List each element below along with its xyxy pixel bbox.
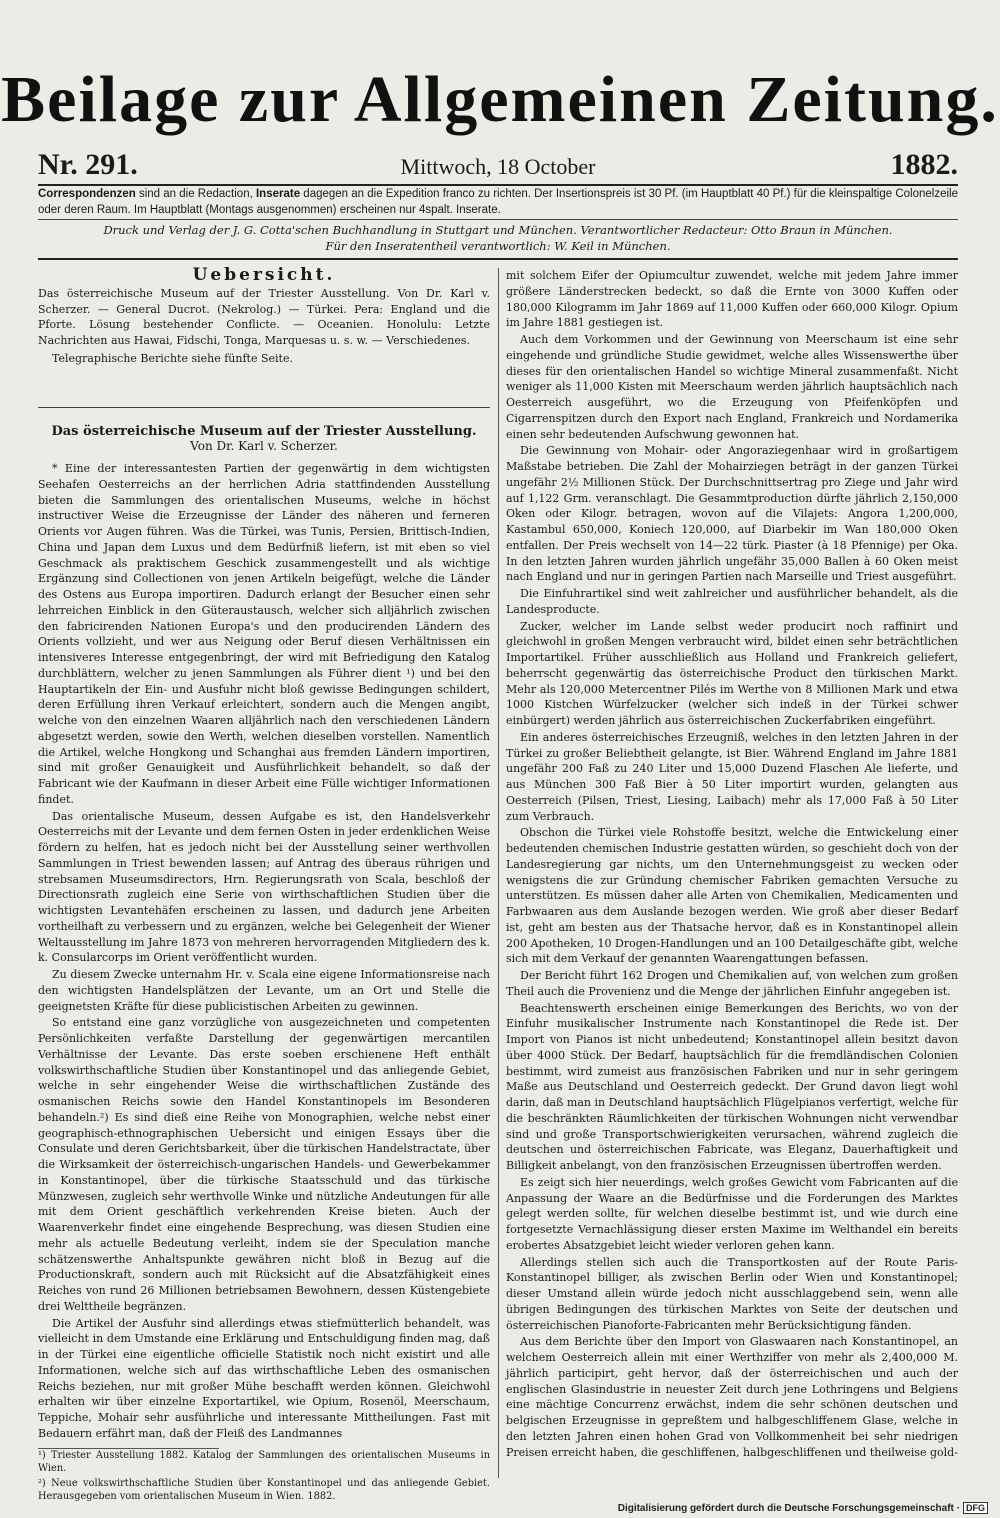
- article-paragraph: mit solchem Eifer der Opiumcultur zuwendet, welche mit jedem Jahre immer größere Länderstrecken bedeckt, so daß die Ernte von 3000 Kuffen oder 180,000 Kilogramm im Jahr 1869 auf 11,000 Kuffen oder 660,000 Kilogr. Opium im Jahre 1881 gestiegen ist.: [506, 269, 958, 330]
- article-paragraph: Zu diesem Zwecke unternahm Hr. v. Scala eine eigene Informationsreise nach den wichtigsten Handelsplätzen der Levante, um an Ort und Stelle die geeignetsten Kräfte für diese publicistischen Arbeiten zu gewinnen.: [38, 968, 490, 1013]
- issue-year: 1882.: [890, 148, 958, 181]
- article-paragraph: Aus dem Berichte über den Import von Glaswaaren nach Konstantinopel, an welchem Oesterreich allein mit einer Werthziffer von mehr als 2,400,000 M. jährlich participirt, geht hervor, daß der österreichischen und auch der englischen Glasindustrie in neuester Zeit durch jene Lothringens und Belgiens eine mächtige Concurrenz erwächst, indem die sehr schönen deutschen und belgischen Erzeugnisse in gepreßtem und halbgeschliffenem Glase, welche in den letzten Jahren einen hohen Grad von Vollkommenheit bei sehr niedrigen Preisen erreicht haben, die geschliffenen, halbgeschliffenen und theilweise gold-: [506, 1335, 958, 1459]
- overview-section: [38, 265, 490, 367]
- footer-text: Digitalisierung gefördert durch die Deutsche Forschungsgemeinschaft ·: [617, 1503, 960, 1514]
- article-paragraph: Allerdings stellen sich auch die Transportkosten auf der Route Paris-Konstantinopel billiger, als zwischen Berlin oder Wien und Konstantinopel; dieser Umstand allein würde jedoch nicht ausschlaggebend sein, wenn alle übrigen Bedingungen des türkischen Marktes von Seite der deutschen und österreichischen Pianoforte-Fabricanten mehr Berücksichtigung fänden.: [506, 1255, 958, 1332]
- imprint-line-2: Für den Inseratentheil verantwortlich: W. Keil in München.: [325, 239, 671, 253]
- overview-title: Uebersicht.: [192, 265, 336, 285]
- article-paragraph: Das orientalische Museum, dessen Aufgabe es ist, den Handelsverkehr Oesterreichs mit der Levante und dem fernen Osten in jeder erdenklichen Weise fördern zu helfen, hat es jedoch nicht bei der Ausstellung seiner werthvollen Sammlungen in Triest bewenden lassen; auf Antrag des überaus rührigen und strebsamen Museumsdirectors, Hrn. Regierungsrath von Scala, beschloß der Directionsrath zugleich eine Serie von wirthschaftlichen Studien über die wichtigsten Levantehäfen erscheinen zu lassen, und dadurch jene Arbeiten vortheilhaft zu verbessern und zu ergänzen, welche bei Gelegenheit der Wiener Weltausstellung im Jahre 1873 von mehreren hervorragenden Mitgliedern des k. k. Consularcorps im Orient veröffentlicht wurden.: [38, 809, 490, 965]
- digitization-footer: [618, 1502, 988, 1514]
- footnote: ¹) Triester Ausstellung 1882. Katalog der Sammlungen des orientalischen Museums in Wien.: [38, 1449, 490, 1474]
- issue-number: Nr. 291.: [38, 148, 138, 181]
- notice-text-2: dagegen an die Expedition franco zu richten. Der Insertionspreis ist 30 Pf. (im Hauptblatt 40 Pf.) für die kleinspaltige Colonelzeile oder deren Raum. Im Hauptblatt (Montags ausgenommen) erscheinen nur 4spalt. Inserate.: [38, 188, 958, 216]
- overview-text: Das österreichische Museum auf der Triester Ausstellung. Von Dr. Karl v. Scherzer. — General Ducrot. (Nekrolog.) — Türkei. Pera: England und die Pforte. Lösung bestehender Conflicte. — Oceanien. Honolulu: Letzte Nachrichten aus Hawai, Fidschi, Tonga, Marquesas u. s. w. — Verschiedenes.: [38, 286, 490, 347]
- dateline: [38, 148, 958, 184]
- article-paragraph: Die Gewinnung von Mohair- oder Angoraziegenhaar wird in großartigem Maßstabe betrieben. Die Zahl der Mohairziegen beträgt in der ganzen Türkei ungefähr 2½ Millionen Stück. Der Durchschnittsertrag pro Ziege und Jahr wird auf 1,122 Grm. veranschlagt. Die Gesammtproduction dürfte jährlich 2,150,000 Oken oder Kilogr. betragen, wovon auf die Vilajets: Angora 1,200,000, Kastambul 650,000, Koniech 120,000, auf Diarbekir im Wan 180,000 Oken entfallen. Der Preis wechselt von 14—22 türk. Piaster (à 18 Pfennige) per Oka. In den letzten Jahren wurden jährlich ungefähr 35,000 Ballen à 60 Oken meist nach England und nur in geringen Partien nach Marseille und Triest ausgeführt.: [506, 444, 958, 584]
- masthead: Beilage zur Allgemeinen Zeitung.: [1, 63, 999, 136]
- article-title: Das österreichische Museum auf der Triester Ausstellung.: [51, 423, 477, 439]
- section-separator: [38, 407, 490, 408]
- dfg-logo: DFG: [963, 1502, 988, 1514]
- right-column: [506, 268, 958, 1480]
- notice-rule: [38, 219, 958, 220]
- article-paragraph: Es zeigt sich hier neuerdings, welch großes Gewicht vom Fabricanten auf die Anpassung der Waare an die Bedürfnisse und die Forderungen des Marktes gelegt werden sollte, für welchen dieselbe bestimmt ist, und wie durch eine fortgesetzte Vernachlässigung dieser ersten Maxime im Welthandel ein bereits erobertes Absatzgebiet leicht wieder verloren gehen kann.: [506, 1175, 958, 1252]
- notice-text-1: sind an die Redaction,: [135, 188, 256, 200]
- article-author: Von Dr. Karl v. Scherzer.: [190, 439, 338, 454]
- imprint-rule: [38, 258, 958, 260]
- article-paragraph: Ein anderes österreichisches Erzeugniß, welches in den letzten Jahren in der Türkei zu großer Beliebtheit gelangte, ist Bier. Während England im Jahre 1881 ungefähr 200 Faß zu 240 Liter und 15,000 Duzend Flaschen Ale lieferte, und aus München 300 Faß Bier à 50 Liter importirt wurden, gelangten aus Oesterreich (Pilsen, Triest, Liesing, Laibach) mehr als 17,000 Faß à 50 Liter zum Verbrauch.: [506, 730, 958, 823]
- issue-date: Mittwoch, 18 October: [400, 154, 596, 179]
- overview-telegraph-note: Telegraphische Berichte siehe fünfte Seite.: [52, 351, 293, 365]
- article-paragraph: Zucker, welcher im Lande selbst weder producirt noch raffinirt und gleichwohl in großen Mengen verbraucht wird, bildet einen sehr beträchtlichen Importartikel. Früher ausschließlich aus Holland und Frankreich geliefert, beherrscht gegenwärtig das österreichische Product den türkischen Markt. Mehr als 120,000 Metercentner Pilés im Werthe von 8 Millionen Mark und etwa 1000 Kistchen Würfelzucker (welcher sich indeß in der Türkei schwer einbürgert) werden jährlich aus österreichischen Zuckerfabriken eingeführt.: [506, 619, 958, 727]
- article-paragraph: Auch dem Vorkommen und der Gewinnung von Meerschaum ist eine sehr eingehende und gründliche Studie gewidmet, welche alles Wissenswerthe über dieses für den orientalischen Handel so wichtige Mineral zusammenfaßt. Nicht weniger als 11,000 Kisten mit Meerschaum werden jährlich hauptsächlich nach Oesterreich ausgeführt, wo die Erzeugung von Pfeifenköpfen und Cigarrenspitzen durch den Export nach England, Frankreich und Nordamerika einen sehr bedeutenden Aufschwung gewonnen hat.: [506, 333, 958, 441]
- article-paragraph: * Eine der interessantesten Partien der gegenwärtig in dem wichtigsten Seehafen Oesterreichs an der herrlichen Adria stattfindenden Ausstellung bieten die Sammlungen des orientalischen Museums, welche in höchst instructiver Weise die Erzeugnisse der Länder des näheren und ferneren Orients vor Augen führen. Was die Türkei, was Tunis, Persien, Brittisch-Indien, China und Japan dem Luxus und dem Bedürfniß liefern, ist mit eben so viel Geschmack als praktischem Geschick zusammengestellt und als wichtige Ergänzung sind Collectionen von jenen Artikeln beigefügt, welche die Länder des Ostens aus Europa importiren. Dadurch erlangt der Besucher einen sehr lehrreichen Einblick in den Güteraustausch, welcher sich alljährlich zwischen den fabricirenden Nationen Europa's und den producirenden Ländern des Orients vollzieht, und wer aus Neigung oder Beruf diesen Verhältnissen ein intensiveres Interesse entgegenbringt, der wird mit Befriedigung den Katalog durchblättern, welcher zu jenen Sammlungen als Führer dient ¹) und bei den Hauptartikeln der Ein- und Ausfuhr nicht bloß gewisse Bedingungen schildert, deren Erfüllung ihren Verkauf erleichtert, sondern auch die Mengen angibt, welche von den einzelnen Waaren alljährlich nach den verschiedenen Ländern abgesetzt werden, sowie den Werth, welchen dieselben vorstellen. Namentlich die Artikel, welche Hongkong und Schanghai aus fremden Ländern importiren, sind mit großer Genauigkeit und Ausführlichkeit behandelt, so daß der Fabricant wie der Kaufmann in dieser Arbeit eine Fülle wichtiger Informationen findet.: [38, 462, 490, 806]
- article-paragraph: Die Einfuhrartikel sind weit zahlreicher und ausführlicher behandelt, als die Landesproducte.: [506, 587, 958, 616]
- article-paragraph: Obschon die Türkei viele Rohstoffe besitzt, welche die Entwickelung einer bedeutenden chemischen Industrie gestatten würden, so geschieht doch von der Landesregierung gar nichts, um den Unternehmungsgeist zu wecken oder wenigstens die zur Gründung chemischer Fabriken gemachten Versuche zu unterstützen. Es müssen daher alle Arten von Chemikalien, Medicamenten und Farbwaaren aus dem Auslande bezogen werden. Wie groß aber dieser Bedarf ist, geht am besten aus der Thatsache hervor, daß es in Konstantinopel allein 200 Apotheken, 10 Drogen-Handlungen und an 100 Detailgeschäfte gibt, welche sich mit dem Verkauf der genannten Waarengattungen befassen.: [506, 826, 958, 966]
- column-divider: [498, 268, 499, 1478]
- notice-correspondence: Correspondenzen: [38, 188, 136, 200]
- article-paragraph: So entstand eine ganz vorzügliche von ausgezeichneten und competenten Persönlichkeiten verfaßte Darstellung der gegenwärtigen mercantilen Verhältnisse der Levante. Das erste soeben erschienene Heft enthält volkswirthschaftliche Studien über Konstantinopel und das anliegende Gebiet, welche in sehr eingehender Weise die wirthschaftlichen Zustände des osmanischen Reichs sowie den Handel Konstantinopels im Besonderen behandeln.²) Es sind dieß eine Reihe von Monographien, welche nebst einer geographisch-ethnographischen Uebersicht und einigen Essays über die Consulate und deren Gerichtsbarkeit, über die türkischen Handelstractate, über die Wirksamkeit der österreichisch-ungarischen Handels- und Gewerbekammer in Konstantinopel, über die türkische Staatsschuld und das türkische Münzwesen, zugleich sehr werthvolle Winke und nützliche Andeutungen für alle mit dem Orient geschäftlich verkehrenden Kreise bieten. Auch der Waarenverkehr findet eine eingehende Besprechung, was diesen Studien eine mehr als actuelle Bedeutung verleiht, indem sie der Speculation manche schätzenswerthe Anhaltspunkte gewähren nicht bloß in Bezug auf die Productionskraft, sondern auch mit Rücksicht auf die Absatzfähigkeit eines Reiches von rund 26 Millionen betriebsamen Bewohnern, dessen Küstengebiete drei Welttheile begränzen.: [38, 1016, 490, 1313]
- left-column: [38, 265, 490, 1502]
- article-paragraph: Beachtenswerth erscheinen einige Bemerkungen des Berichts, wo von der Einfuhr musikalischer Instrumente nach Konstantinopel die Rede ist. Der Import von Pianos ist nicht unbedeutend; Konstantinopel allein besitzt davon über 4000 Stück. Der Bedarf, hauptsächlich für die fremdländischen Colonien bestimmt, wird zumeist aus französischen Fabriken und nur in sehr geringem Maße aus Deutschland und Oesterreich gedeckt. Der Grund davon liegt wohl darin, daß man in Deutschland hauptsächlich Flügelpianos verfertigt, welche für die beschränkten Räumlichkeiten der türkischen Wohnungen nicht verwendbar sind und große Transportschwierigkeiten verursachen, während zugleich die deutschen und österreichischen Fabricate, was Eleganz, Dauerhaftigkeit und Billigkeit anbelangt, von den französischen Erzeugnissen übertroffen werden.: [506, 1001, 958, 1172]
- imprint: [38, 222, 958, 254]
- editorial-notice: [38, 186, 958, 218]
- article-paragraph: Der Bericht führt 162 Drogen und Chemikalien auf, von welchen zum großen Theil auch die Provenienz und die Menge der jährlichen Einfuhr angegeben ist.: [506, 969, 958, 998]
- footnote: ²) Neue volkswirthschaftliche Studien über Konstantinopel und das anliegende Gebiet. Herausgegeben vom orientalischen Museum in Wien. 1882.: [38, 1477, 490, 1502]
- imprint-line-1: Druck und Verlag der J. G. Cotta'schen Buchhandlung in Stuttgart und München. Verantwortlicher Redacteur: Otto Braun in München.: [103, 223, 893, 237]
- notice-inserate: Inserate: [255, 188, 301, 200]
- article-paragraph: Die Artikel der Ausfuhr sind allerdings etwas stiefmütterlich behandelt, was vielleicht in dem Umstande eine Erklärung und Entschuldigung finden mag, daß in der Türkei eine eigentliche officielle Statistik noch nicht existirt und alle Informationen, welche sich auf das wirthschaftliche Leben des osmanischen Reichs beziehen, nur mit großer Mühe beschafft werden können. Gleichwohl erhalten wir über einzelne Exportartikel, wie Opium, Rosenöl, Meerschaum, Teppiche, Mohair sehr ausführliche und interessante Mittheilungen. Fast mit Bedauern erfährt man, daß der Fleiß des Landmannes: [38, 1316, 490, 1440]
